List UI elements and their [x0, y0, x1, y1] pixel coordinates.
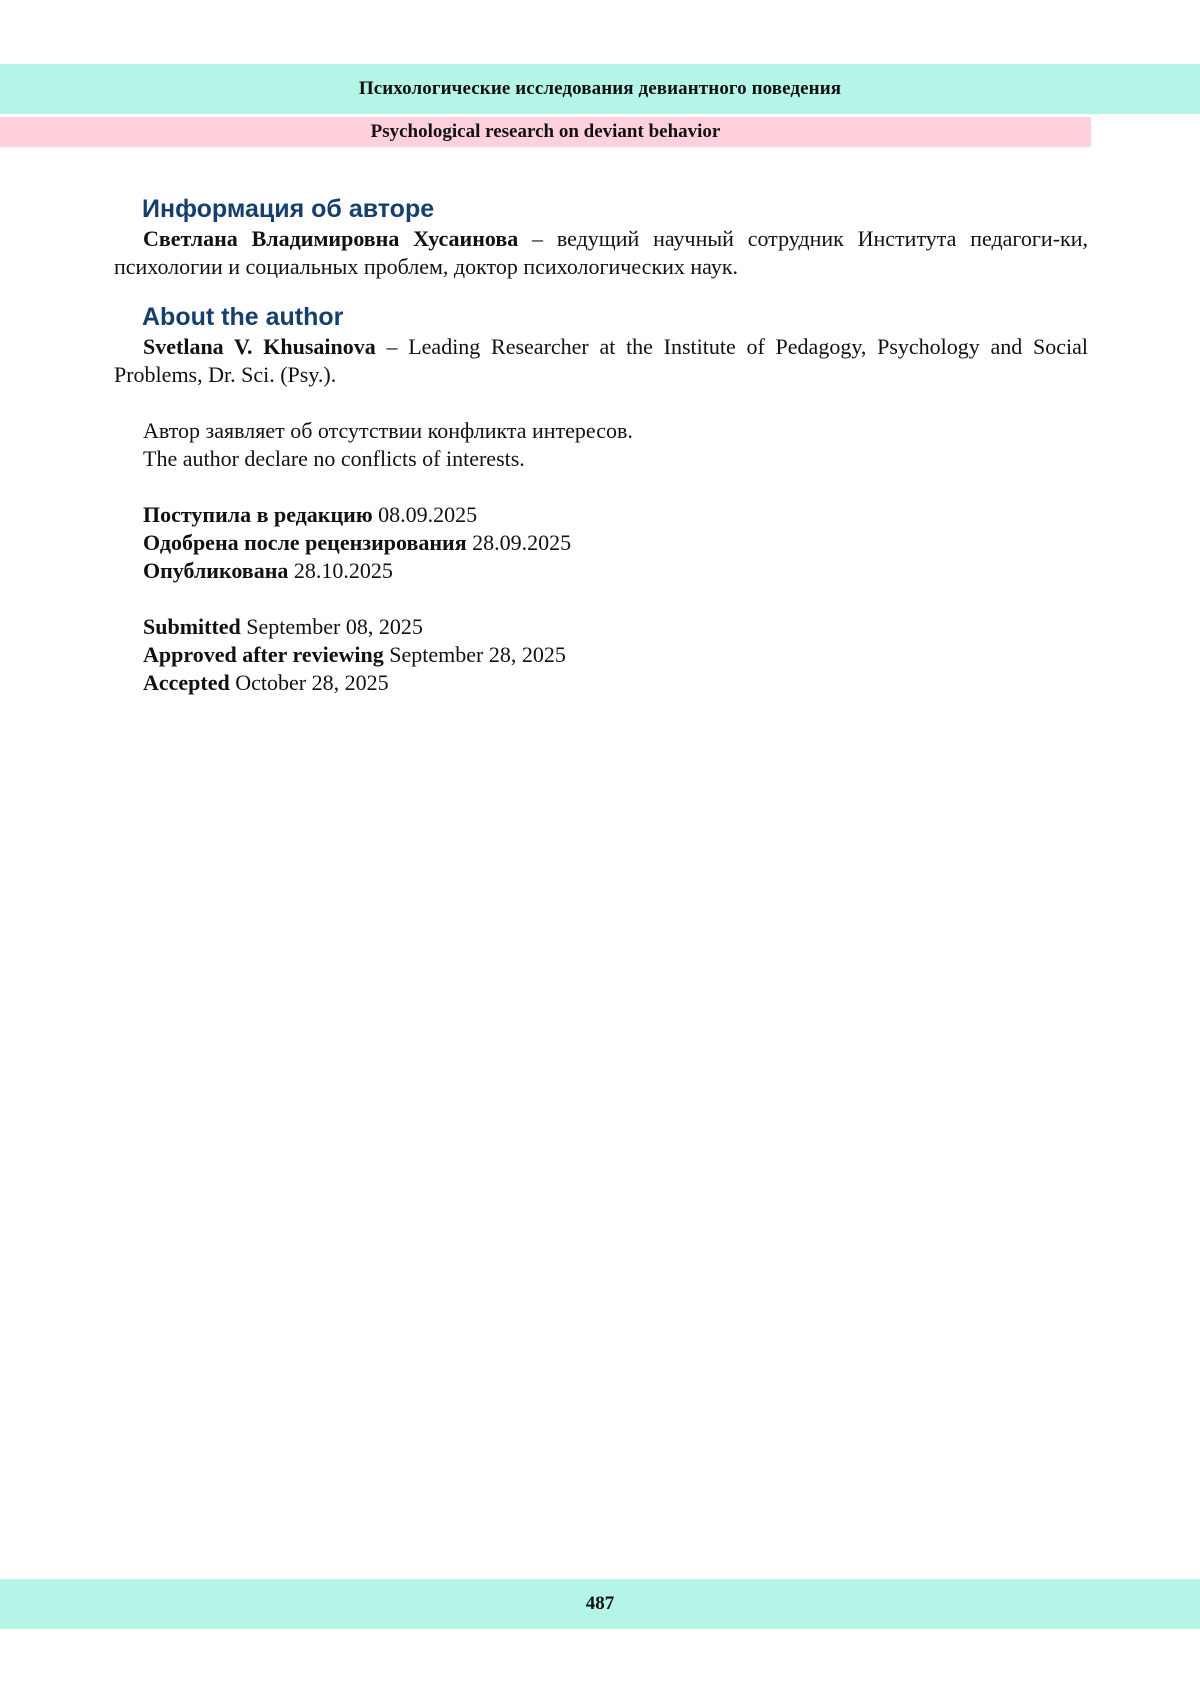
author-name-ru: Светлана Владимировна Хусаинова [143, 226, 519, 251]
author-description-ru: – ведущий научный сотрудник Института педагоги-ки, психологии и социальных проблем, доктор психологических наук. [114, 226, 1088, 279]
submitted-date-en [143, 613, 1088, 641]
accepted-value-en: October 28, 2025 [229, 670, 389, 695]
conflict-statement-ru: Автор заявляет об отсутствии конфликта интересов. [143, 418, 633, 443]
page-footer [0, 1579, 1200, 1629]
approved-value-en: September 28, 2025 [383, 642, 566, 667]
approved-label-en: Approved after reviewing [143, 642, 384, 667]
running-header-ru [0, 64, 1200, 114]
approved-label-ru: Одобрена после рецензирования [143, 530, 467, 555]
published-value-ru: 28.10.2025 [288, 558, 393, 583]
article-back-matter [114, 193, 1088, 697]
accepted-date-en [143, 669, 1088, 697]
submitted-value-en: September 08, 2025 [240, 614, 423, 639]
author-name-en: Svetlana V. Khusainova [143, 334, 376, 359]
author-info-heading-ru: Информация об авторе [142, 195, 435, 223]
author-info-ru [114, 225, 1088, 281]
author-description-en: – Leading Researcher at the Institute of Pedagogy, Psychology and Social Problems, Dr. Sci. (Psy.). [114, 334, 1088, 387]
submitted-label-en: Submitted [143, 614, 241, 639]
running-header-en [0, 117, 1091, 147]
submitted-date-ru [143, 501, 1088, 529]
conflict-statement [143, 417, 1088, 473]
author-info-heading-en: About the author [142, 303, 344, 331]
submitted-value-ru: 08.09.2025 [372, 502, 478, 527]
article-dates-en [143, 613, 1088, 697]
journal-title-ru: Психологические исследования девиантного поведения [358, 78, 842, 99]
page-number: 487 [585, 1593, 615, 1614]
author-info-en [114, 333, 1088, 389]
approved-value-ru: 28.09.2025 [466, 530, 572, 555]
approved-date-en [143, 641, 1088, 669]
submitted-label-ru: Поступила в редакцию [143, 502, 373, 527]
conflict-statement-en: The author declare no conflicts of interests. [143, 446, 525, 471]
approved-date-ru [143, 529, 1088, 557]
published-date-ru [143, 557, 1088, 585]
accepted-label-en: Accepted [143, 670, 230, 695]
published-label-ru: Опубликована [143, 558, 289, 583]
journal-title-en: Psychological research on deviant behavior [370, 121, 721, 142]
article-dates-ru [143, 501, 1088, 585]
